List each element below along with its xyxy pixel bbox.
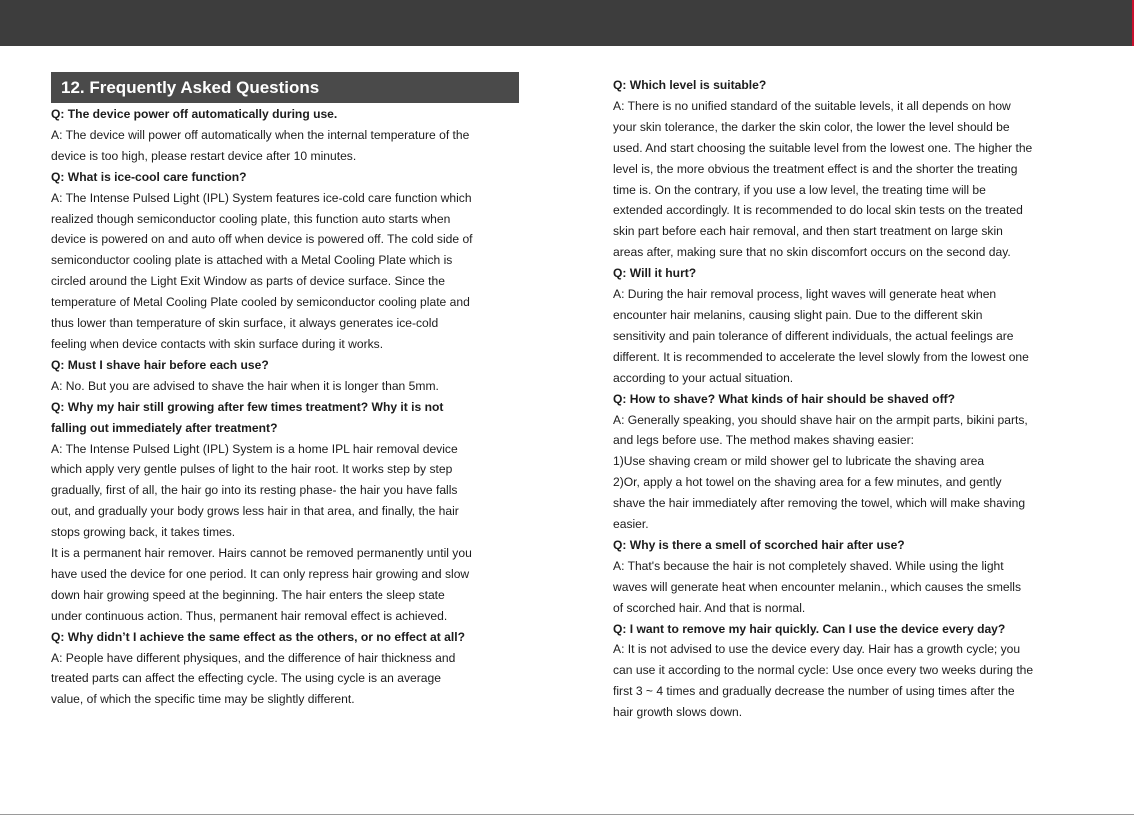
- faq-answer-line: temperature of Metal Cooling Plate cooled by semiconductor cooling plate and: [51, 295, 470, 310]
- left-faq-text: [51, 104, 519, 710]
- faq-answer-line: level is, the more obvious the treatment effect is and the shorter the treating: [613, 161, 1018, 176]
- faq-question-line: Q: The device power off automatically during use.: [51, 107, 338, 121]
- faq-answer-line: encounter hair melanins, causing slight pain. Due to the different skin: [613, 307, 983, 322]
- faq-answer-line: realized though semiconductor cooling plate, this function auto starts when: [51, 211, 451, 226]
- footer-divider: [0, 814, 1134, 815]
- header-bar: [0, 0, 1134, 46]
- faq-question-line: Q: What is ice-cool care function?: [51, 169, 247, 184]
- faq-answer-line: A: During the hair removal process, light waves will generate heat when: [613, 287, 997, 302]
- faq-answer-line: A: The device will power off automatically when the internal temperature of the: [51, 127, 470, 142]
- faq-answer-line: circled around the Light Exit Window as parts of device surface. Since the: [51, 274, 445, 289]
- faq-answer-line: your skin tolerance, the darker the skin color, the lower the level should be: [613, 119, 1010, 134]
- faq-answer-line: extended accordingly. It is recommended to do local skin tests on the treated: [613, 203, 1023, 218]
- faq-answer-line: A: People have different physiques, and the difference of hair thickness and: [51, 650, 456, 665]
- faq-answer-line: gradually, first of all, the hair go into its resting phase- the hair you have falls: [51, 483, 458, 498]
- faq-answer-line: according to your actual situation.: [613, 370, 794, 385]
- faq-answer-line: first 3 ~ 4 times and gradually decrease the number of using times after the: [613, 684, 1015, 699]
- faq-answer-line: It is a permanent hair remover. Hairs cannot be removed permanently until you: [51, 546, 472, 561]
- faq-answer-line: thus lower than temperature of skin surface, it always generates ice-cold: [51, 316, 439, 331]
- faq-question-line: Q: Must I shave hair before each use?: [51, 357, 269, 372]
- faq-answer-line: which apply very gentle pulses of light to the hair root. It works step by step: [51, 462, 453, 477]
- faq-answer-line: can use it according to the normal cycle: Use once every two weeks during the: [613, 663, 1034, 678]
- left-column: [51, 72, 519, 710]
- faq-answer-line: feeling when device contacts with skin surface during it works.: [51, 336, 384, 351]
- faq-answer-line: semiconductor cooling plate is attached with a Metal Cooling Plate which is: [51, 253, 453, 268]
- faq-answer-line: skin part before each hair removal, and then start treatment on large skin: [613, 224, 1003, 239]
- faq-answer-line: value, of which the specific time may be slightly different.: [51, 692, 355, 707]
- faq-answer-line: 2)Or, apply a hot towel on the shaving area for a few minutes, and gently: [613, 475, 1002, 490]
- faq-answer-line: waves will generate heat when encounter melanin., which causes the smells: [613, 579, 1022, 594]
- faq-question-line: Q: Why didn’t I achieve the same effect as the others, or no effect at all?: [51, 629, 465, 644]
- faq-answer-line: time is. On the contrary, if you use a low level, the treating time will be: [613, 182, 986, 197]
- faq-answer-line: areas after, making sure that no skin discomfort occurs on the second day.: [613, 245, 1011, 260]
- faq-answer-line: A: There is no unified standard of the suitable levels, it all depends on how: [613, 98, 1011, 113]
- faq-answer-line: different. It is recommended to accelerate the level slowly from the lowest one: [613, 349, 1029, 364]
- faq-answer-line: sensitivity and pain tolerance of different individuals, the actual feelings are: [613, 328, 1014, 343]
- faq-answer-line: A: It is not advised to use the device every day. Hair has a growth cycle; you: [613, 642, 1021, 657]
- faq-answer-line: A: The Intense Pulsed Light (IPL) System is a home IPL hair removal device: [51, 441, 458, 456]
- faq-question-line: Q: Will it hurt?: [613, 266, 697, 281]
- faq-answer-line: hair growth slows down.: [613, 705, 743, 720]
- faq-answer-line: easier.: [613, 517, 649, 532]
- faq-question-line: Q: Which level is suitable?: [613, 78, 767, 92]
- faq-answer-line: used. And start choosing the suitable level from the lowest one. The higher the: [613, 140, 1033, 155]
- faq-answer-line: 1)Use shaving cream or mild shower gel to lubricate the shaving area: [613, 454, 985, 469]
- faq-answer-line: device is too high, please restart device after 10 minutes.: [51, 148, 357, 163]
- faq-answer-line: have used the device for one period. It can only repress hair growing and slow: [51, 566, 470, 581]
- right-column: [613, 75, 1081, 723]
- section-title: 12. Frequently Asked Questions: [51, 72, 519, 103]
- right-faq-text: [613, 75, 1081, 723]
- faq-answer-line: device is powered on and auto off when device is powered off. The cold side of: [51, 232, 473, 247]
- faq-answer-line: A: No. But you are advised to shave the hair when it is longer than 5mm.: [51, 378, 439, 393]
- faq-answer-line: stops growing back, it takes times.: [51, 525, 236, 540]
- faq-answer-line: and legs before use. The method makes shaving easier:: [613, 433, 914, 448]
- faq-answer-line: shave the hair immediately after removing the towel, which will make shaving: [613, 496, 1026, 511]
- faq-answer-line: A: The Intense Pulsed Light (IPL) System features ice-cold care function which: [51, 190, 472, 205]
- faq-question-line: Q: How to shave? What kinds of hair should be shaved off?: [613, 391, 956, 406]
- faq-answer-line: treated parts can affect the effecting cycle. The using cycle is an average: [51, 671, 441, 686]
- faq-question-line: Q: Why is there a smell of scorched hair after use?: [613, 537, 905, 552]
- faq-question-line: Q: I want to remove my hair quickly. Can I use the device every day?: [613, 621, 1006, 636]
- faq-question-line: falling out immediately after treatment?: [51, 420, 278, 435]
- faq-answer-line: A: That's because the hair is not completely shaved. While using the light: [613, 558, 1004, 573]
- faq-answer-line: under continuous action. Thus, permanent hair removal effect is achieved.: [51, 608, 448, 623]
- faq-answer-line: out, and gradually your body grows less hair in that area, and finally, the hair: [51, 504, 459, 519]
- faq-answer-line: A: Generally speaking, you should shave hair on the armpit parts, bikini parts,: [613, 412, 1028, 427]
- faq-answer-line: down hair growing speed at the beginning. The hair enters the sleep state: [51, 587, 445, 602]
- faq-question-line: Q: Why my hair still growing after few times treatment? Why it is not: [51, 399, 444, 414]
- faq-answer-line: of scorched hair. And that is normal.: [613, 600, 806, 615]
